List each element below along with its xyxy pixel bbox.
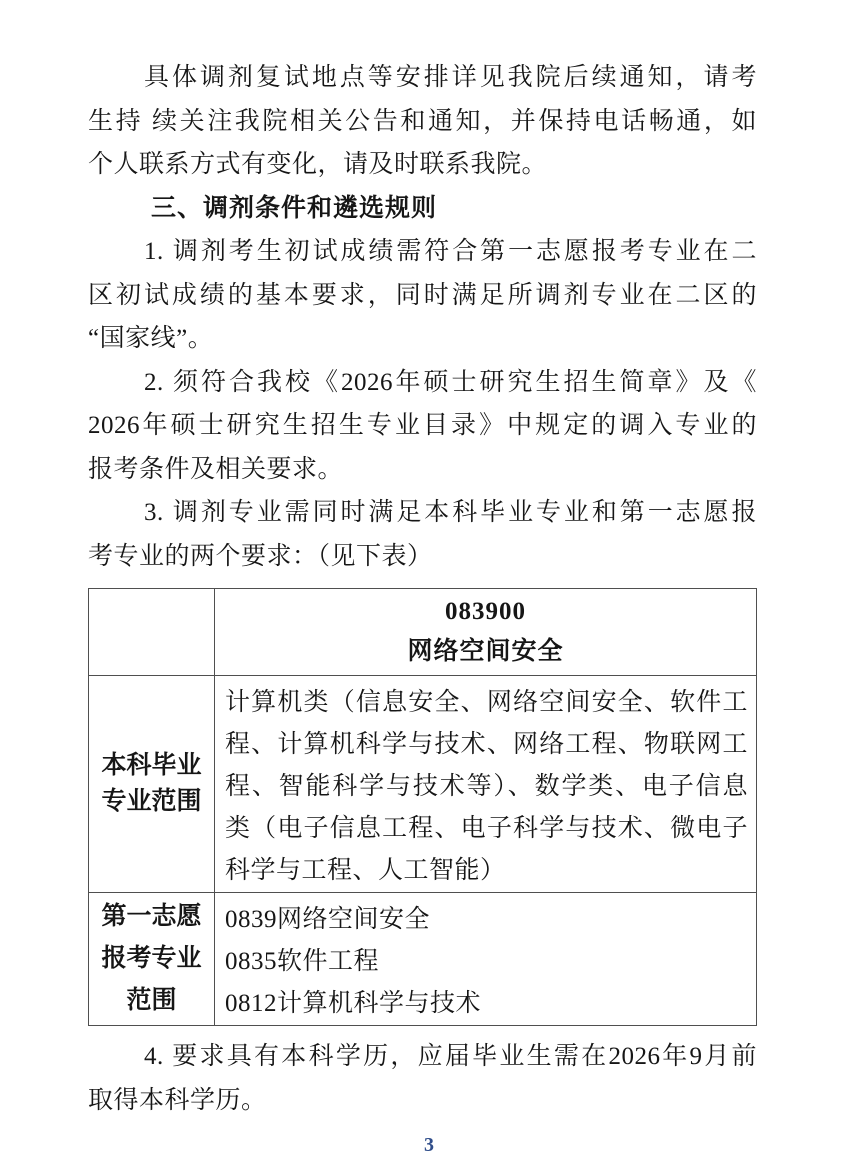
table-header-row xyxy=(89,589,757,676)
text-line: “国家线”。 xyxy=(88,325,214,352)
row-label-line: 范围 xyxy=(126,987,177,1014)
text-line: 区初试成绩的基本要求，同时满足所调剂专业在二区的 xyxy=(88,281,757,309)
text-line: 程、计算机科学与技术、网络工程、物联网工 xyxy=(225,731,748,758)
text-flow-after-table xyxy=(88,1035,757,1122)
text-flow-before-table xyxy=(88,56,757,578)
table-corner-cell xyxy=(89,589,215,676)
row-label-line: 专业范围 xyxy=(101,788,202,815)
row-content-cell xyxy=(215,676,757,893)
table-header-line: 网络空间安全 xyxy=(407,638,564,665)
text-line: 0812计算机科学与技术 xyxy=(225,990,482,1017)
text-line: 考专业的两个要求：（见下表） xyxy=(88,542,433,570)
paragraph xyxy=(88,361,757,492)
text-line: 2. 须符合我校《2026年硕士研究生招生简章》及《 xyxy=(144,368,757,396)
row-content-cell xyxy=(215,893,757,1026)
text-line: 科学与工程、人工智能） xyxy=(225,857,506,884)
text-line: 3. 调剂专业需同时满足本科毕业专业和第一志愿报 xyxy=(144,499,757,526)
table-row-first-choice-majors xyxy=(89,893,757,1026)
row-label-line: 本科毕业 xyxy=(101,752,202,779)
text-line: 程、智能科学与技术等）、数学类、电子信息 xyxy=(225,773,748,800)
paragraph xyxy=(88,491,757,578)
text-line: 类（电子信息工程、电子科学与技术、微电子 xyxy=(225,815,748,842)
paragraph xyxy=(88,1035,757,1122)
table-header-line: 083900 xyxy=(445,598,526,625)
text-line: 2026年硕士研究生招生专业目录》中规定的调入专业的 xyxy=(88,412,757,439)
text-line: 三、调剂条件和遴选规则 xyxy=(151,194,438,222)
text-line: 0835软件工程 xyxy=(225,948,380,975)
text-line: 生持 续关注我院相关公告和通知，并保持电话畅通，如 xyxy=(88,107,757,135)
section-heading xyxy=(88,187,757,231)
row-label-line: 报考专业 xyxy=(101,945,202,972)
text-line: 1. 调剂考生初试成绩需符合第一志愿报考专业在二 xyxy=(144,238,757,265)
row-label-cell xyxy=(89,676,215,893)
text-line: 4. 要求具有本科学历，应届毕业生需在2026年9月前 xyxy=(144,1043,757,1070)
major-requirements-table xyxy=(88,588,757,1026)
text-line: 0839网络空间安全 xyxy=(225,906,431,933)
text-line: 具体调剂复试地点等安排详见我院后续通知，请考 xyxy=(144,64,757,91)
page-number-partial: 3 xyxy=(424,1134,434,1156)
text-line: 报考条件及相关要求。 xyxy=(88,455,344,483)
row-label-cell xyxy=(89,893,215,1026)
text-line: 取得本科学历。 xyxy=(88,1086,267,1114)
text-line: 个人联系方式有变化，请及时联系我院。 xyxy=(88,151,548,178)
table-header-cell xyxy=(215,589,757,676)
text-line: 计算机类（信息安全、网络空间安全、软件工 xyxy=(225,689,748,716)
paragraph xyxy=(88,230,757,361)
row-label-line: 第一志愿 xyxy=(101,903,202,930)
table-row-undergrad-majors xyxy=(89,676,757,893)
document-content xyxy=(88,0,757,1122)
paragraph xyxy=(88,56,757,187)
